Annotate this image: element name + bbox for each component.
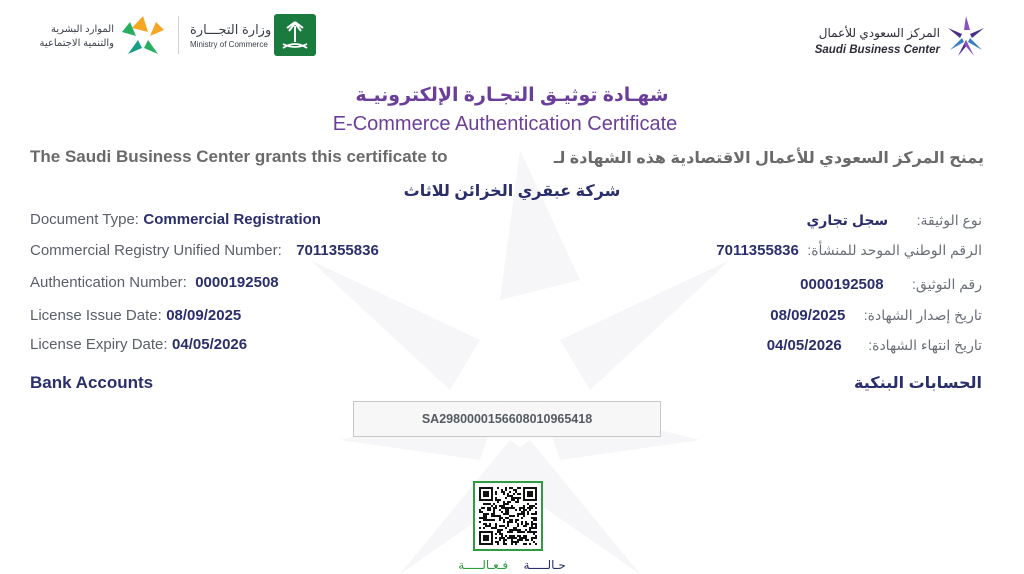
status-label: حـالـــــة	[523, 558, 566, 572]
hrsd-logo	[22, 14, 172, 58]
company-name: شركة عبقري الخزائن للاثاث	[403, 183, 621, 200]
qr-code-icon	[479, 487, 537, 545]
issue-label: License Issue Date:	[30, 307, 162, 324]
hrsd-name-line1: الموارد البشرية	[50, 24, 114, 35]
doc-type-value: Commercial Registration	[143, 211, 321, 228]
auth-row-ar	[800, 276, 982, 294]
doc-type-value-ar: سجل تجاري	[806, 212, 889, 228]
doc-type-label: Document Type:	[30, 211, 139, 228]
auth-value-ar: 0000192508	[800, 276, 884, 293]
logo-divider	[178, 16, 179, 54]
expiry-row-ar	[767, 337, 982, 355]
auth-value-en: 0000192508	[195, 274, 279, 291]
registry-row-en	[30, 242, 379, 260]
registry-label-ar: الرقم الوطني الموحد للمنشأة:	[807, 242, 982, 258]
bank-accounts-title-en: Bank Accounts	[30, 373, 154, 392]
bank-accounts-title-ar: الحسابات البنكية	[854, 375, 982, 392]
sbc-star-logo-icon	[944, 14, 988, 58]
title-english: E-Commerce Authentication Certificate	[332, 113, 678, 135]
saudi-palm-swords-emblem-icon	[274, 14, 316, 56]
auth-label: Authentication Number:	[30, 274, 187, 291]
expiry-label-ar: تاريخ انتهاء الشهادة:	[868, 337, 982, 353]
sbc-name-en: Saudi Business Center	[814, 44, 940, 56]
issue-label-ar: تاريخ إصدار الشهادة:	[863, 307, 982, 323]
grant-text-arabic: يمنح المركز السعودي للأعمال الاقتصادية هذه الشهادة لـ	[553, 150, 984, 167]
issue-value-en: 08/09/2025	[166, 307, 242, 324]
registry-value-en: 7011355836	[296, 242, 379, 259]
issue-row-en	[30, 307, 241, 325]
doc-type-row-ar	[806, 212, 982, 230]
issue-value-ar: 08/09/2025	[770, 307, 846, 324]
commerce-name-en: Ministry of Commerce	[190, 40, 268, 49]
status-value: فـعـالـــــة	[458, 558, 509, 572]
doc-type-label-ar: نوع الوثيقة:	[916, 212, 982, 228]
hrsd-star-logo-icon	[118, 14, 168, 60]
iban-box: SA2980000156608010965418	[353, 401, 661, 437]
auth-label-ar: رقم التوثيق:	[912, 276, 982, 292]
sbc-logo	[806, 12, 988, 60]
expiry-row-en	[30, 336, 247, 354]
registry-row-ar	[716, 242, 982, 260]
status-row	[0, 558, 1024, 572]
registry-value-ar: 7011355836	[716, 242, 799, 259]
commerce-logo	[186, 12, 318, 60]
hrsd-name-line2: والتنمية الاجتماعية	[39, 38, 114, 49]
expiry-value-ar: 04/05/2026	[766, 337, 842, 354]
sbc-name-ar: المركز السعودي للأعمال	[818, 26, 940, 40]
registry-label: Commercial Registry Unified Number:	[30, 242, 282, 259]
title-arabic: شهـادة توثيـق التجـارة الإلكترونيـة	[355, 85, 669, 106]
commerce-name-ar: وزارة التجـــارة	[190, 22, 272, 37]
qr-code-frame[interactable]	[473, 481, 543, 551]
auth-row-en	[30, 274, 279, 292]
expiry-value-en: 04/05/2026	[172, 336, 248, 353]
expiry-label: License Expiry Date:	[30, 336, 168, 353]
issue-row-ar	[770, 307, 982, 325]
doc-type-row-en	[30, 211, 321, 229]
grant-text-english: The Saudi Business Center grants this certificate to	[30, 147, 448, 166]
